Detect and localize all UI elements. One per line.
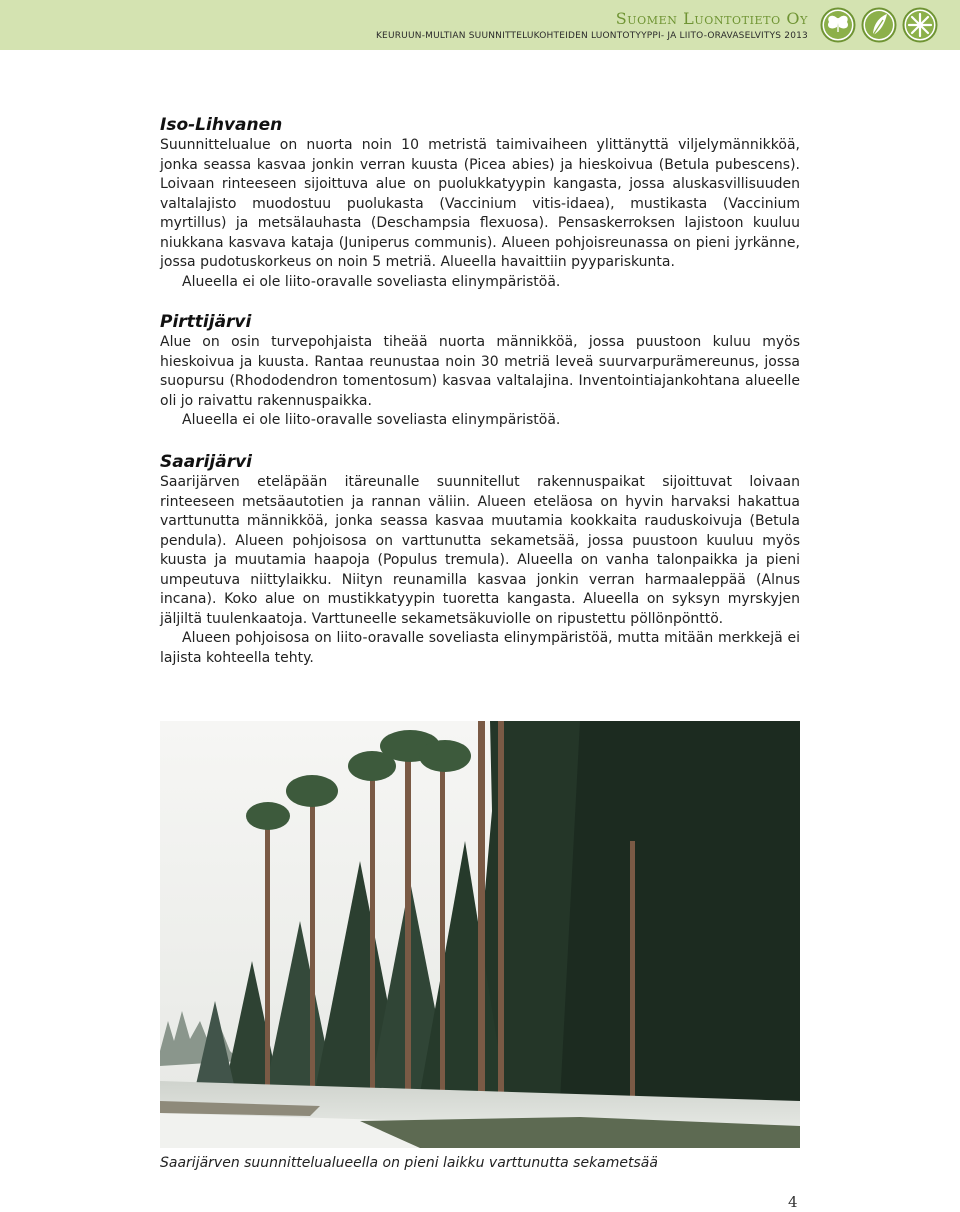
forest-photo (160, 721, 800, 1148)
section-paragraph: Saarijärven eteläpään itäreunalle suunnitellut rakennuspaikat sijoittuvat loivaan rinteeseen metsäautotien ja rannan väliin. Alueen eteläosa on hyvin harvaksi hakattua varttunutta männikköä, jonka seassa kasvaa muutamia kookkaita rauduskoivuja (Betula pendula). Alueen pohjoisosa on varttunutta sekametsää, jossa puustoon kuuluu myös kuusta ja muutamia haapoja (Populus tremula). Alueella on vanha talonpaikka ja pieni umpeutuva niittylaikku. Niityn reunamilla kasvaa jonkin verran harmaaleppää (Alnus incana). Koko alue on mustikkatyypin tuoretta kangasta. Alueella on syksyn myrskyjen jäljiltä tuulenkaatoja. Varttuneelle sekametsäkuviolle on ripustettu pöllönpönttö. (160, 474, 800, 627)
section-heading: Pirttijärvi (160, 312, 252, 332)
section-iso-lihvanen (160, 114, 800, 292)
page-number: 4 (788, 1193, 798, 1211)
header-icons (820, 7, 950, 45)
organization-name: Suomen Luontotieto Oy (615, 9, 808, 28)
leaf-icon (861, 7, 897, 43)
section-conclusion: Alueella ei ole liito-oravalle soveliasta elinympäristöä. (182, 273, 561, 290)
section-heading: Saarijärvi (160, 452, 252, 472)
section-paragraph: Alue on osin turvepohjaista tiheää nuorta männikköä, jossa puustoon kuluu myös hieskoivua ja kuusta. Rantaa reunustaa noin 30 metriä leveä suurvarpurämereunus, jossa suopursu (Rhododendron tomentosum) kasvaa valtalajina. Inventointiajankohtana alueelle oli jo raivattu rakennuspaikka. (160, 334, 800, 409)
header-band (0, 0, 960, 50)
butterfly-icon (820, 7, 856, 43)
figure-caption: Saarijärven suunnittelualueella on pieni laikku varttunutta sekametsää (160, 1155, 658, 1171)
section-saarijarvi (160, 451, 800, 668)
flower-icon (902, 7, 938, 43)
section-heading: Iso-Lihvanen (160, 115, 283, 135)
report-title: KEURUUN-MULTIAN SUUNNITTELUKOHTEIDEN LUONTOTYYPPI- JA LIITO-ORAVASELVITYS 2013 (375, 31, 808, 41)
section-paragraph: Suunnittelualue on nuorta noin 10 metristä taimivaiheen ylittänyttä viljelymännikköä, jonka seassa kasvaa jonkin verran kuusta (Picea abies) ja hieskoivua (Betula pubescens). Loivaan rinteeseen sijoittuva alue on puolukkatyypin kangasta, jossa aluskasvillisuuden valtalajisto muodostuu puolukasta (Vaccinium vitis-idaea), mustikasta (Vaccinium myrtillus) ja metsälauhasta (Deschampsia flexuosa). Pensaskerroksen lajistoon kuuluu niukkana kasvava kataja (Juniperus communis). Alueen pohjoisreunassa on pieni jyrkänne, jossa pudotuskorkeus on noin 5 metriä. Alueella havaittiin pyypariskunta. (160, 137, 800, 270)
section-conclusion: Alueella ei ole liito-oravalle soveliasta elinympäristöä. (182, 412, 561, 428)
section-conclusion: Alueen pohjoisosa on liito-oravalle soveliasta elinympäristöä, mutta mitään merkkejä ei lajista kohteella tehty. (160, 630, 800, 666)
section-pirttijarvi (160, 311, 800, 431)
